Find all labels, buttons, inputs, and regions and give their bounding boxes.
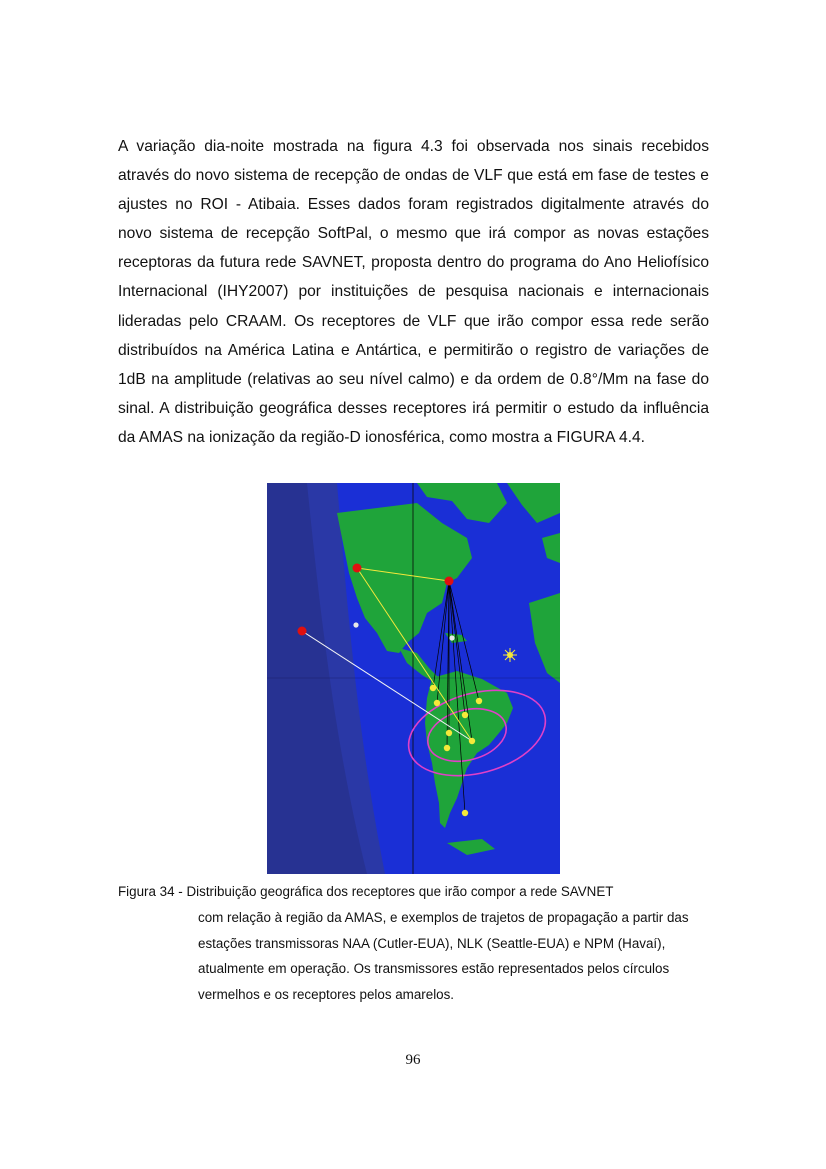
page-number: 96 [405, 1052, 421, 1068]
savnet-map-figure [267, 483, 560, 874]
moon-icon-2 [449, 635, 454, 640]
caption-first-line [118, 879, 718, 905]
transmitter-npm [298, 627, 307, 636]
figure-caption [118, 879, 718, 1008]
transmitter-naa [445, 577, 454, 586]
caption-first-text: Distribuição geográfica dos receptores que irão compor a rede SAVNET [186, 884, 614, 899]
caption-rest: com relação à região da AMAS, e exemplos de trajetos de propagação a partir das estações transmissoras NAA (Cutler-EUA), NLK (Seattle-EUA) e NPM (Havaí), atualmente em operação. Os transmissores estão representados pelos círculos vermelhos e os receptores pelos amarelos. [198, 909, 689, 1003]
caption-label: Figura 34 - [118, 884, 187, 899]
sun-icon [503, 648, 517, 662]
savnet-map [267, 483, 560, 874]
transmitter-nlk [353, 564, 362, 573]
moon-icon [353, 622, 358, 627]
body-paragraph: A variação dia-noite mostrada na figura 4.3 foi observada nos sinais recebidos através do novo sistema de recepção de ondas de VLF que está em fase de testes e ajustes no ROI - Atibaia. Esses dados foram registrados digitalmente através do novo sistema de recepção SoftPal, o mesmo que irá compor as novas estações receptoras da futura rede SAVNET, proposta dentro do programa do Ano Heliofísico Internacional (IHY2007) por instituições de pesquisa nacionais e internacionais lideradas pelo CRAAM. Os receptores de VLF que irão compor essa rede serão distribuídos na América Latina e Antártica, e permitirão o registro de variações de 1dB na amplitude (relativas ao seu nível calmo) e da ordem de 0.8°/Mm na fase do sinal. A distribuição geográfica desses receptores irá permitir o estudo da influência da AMAS na ionização da região-D ionosférica, como mostra a FIGURA 4.4. [118, 138, 709, 446]
